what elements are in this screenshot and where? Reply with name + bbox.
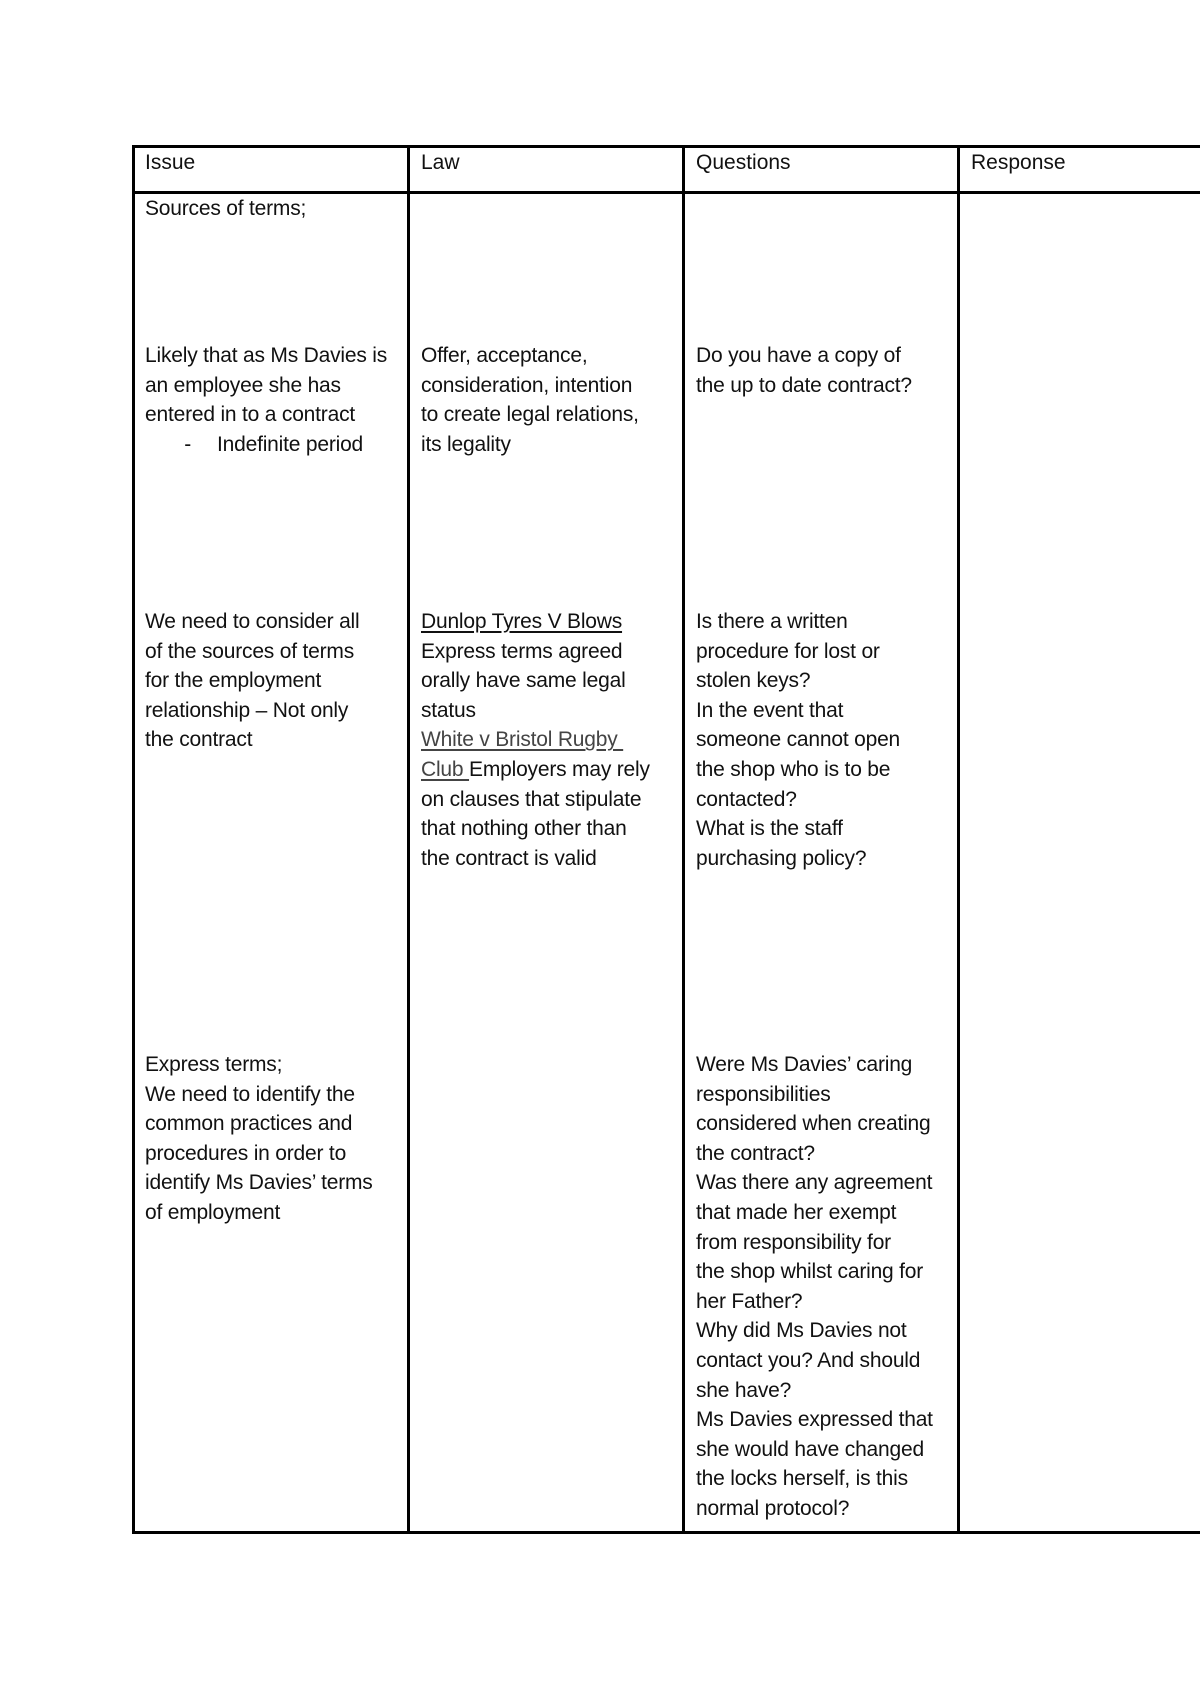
question-line: responsibilities [696,1082,831,1106]
question-line: Why did Ms Davies not [696,1319,907,1343]
question-line: she would have changed [696,1437,924,1461]
issue-consider-line: the contract [145,728,253,752]
issue-express-line: identify Ms Davies’ terms [145,1171,373,1195]
question-line: contacted? [696,787,797,811]
law-case-text: Employers may rely [469,757,650,781]
question-line: the shop who is to be [696,757,891,781]
column-divider-1 [407,145,410,1534]
issue-express-block [145,1050,373,1228]
law-formation-line: to create legal relations, [421,403,639,427]
bullet-dash: - [184,432,191,456]
question-line: the up to date contract? [696,373,912,397]
question-line: the locks herself, is this [696,1467,908,1491]
column-divider-2 [682,145,685,1534]
question-line: Do you have a copy of [696,344,901,367]
question-line: someone cannot open [696,728,901,752]
law-case-line: status [421,698,476,722]
law-formation-line: Offer, acceptance, [421,344,588,367]
question-line: Ms Davies expressed that [696,1408,933,1432]
question-line: that made her exempt [696,1200,897,1224]
question-line: Is there a written [696,610,848,633]
questions-caring-block [696,1050,933,1524]
question-line: her Father? [696,1289,803,1313]
issue-consider-block [145,607,359,755]
header-response: Response [971,151,1066,174]
law-case-line: on clauses that stipulate [421,787,642,811]
bullet-text: Indefinite period [217,432,364,456]
header-issue: Issue [145,151,196,174]
case-name-dunlop: Dunlop Tyres V Blows [421,610,623,633]
issue-contract-block [145,341,387,459]
issue-consider-line: of the sources of terms [145,639,354,663]
law-case-line: Express terms agreed [421,639,623,663]
question-line: Were Ms Davies’ caring [696,1053,913,1076]
question-line: procedure for lost or [696,639,880,663]
law-case-line: the contract is valid [421,846,597,870]
question-line: Was there any agreement [696,1171,933,1195]
issue-express-line: Express terms; [145,1053,283,1076]
question-line: normal protocol? [696,1496,850,1520]
question-line: she have? [696,1378,792,1402]
questions-contract-block [696,341,912,400]
questions-procedures-block [696,607,900,873]
question-line: considered when creating [696,1112,931,1136]
issue-sources-title: Sources of terms; [145,197,307,220]
issue-consider-line: We need to consider all [145,610,360,633]
question-line: What is the staff [696,817,843,841]
issue-express-line: common practices and [145,1112,353,1136]
question-line: the shop whilst caring for [696,1260,924,1284]
question-line: the contract? [696,1141,815,1165]
issue-express-line: procedures in order to [145,1141,347,1165]
column-divider-3 [957,145,960,1534]
issue-contract-bullet [145,430,387,460]
issue-contract-line: an employee she has [145,373,341,397]
question-line: contact you? And should [696,1348,921,1372]
law-case-line: orally have same legal [421,669,626,693]
case-name-white-club: Club [421,757,470,781]
law-case-line [421,755,650,785]
issue-express-line: We need to identify the [145,1082,355,1106]
law-cases-block [421,607,650,873]
header-questions: Questions [696,151,791,174]
case-name-white: White v Bristol Rugby [421,728,624,752]
issue-contract-line: Likely that as Ms Davies is [145,344,388,367]
question-line: purchasing policy? [696,846,867,870]
law-formation-line: its legality [421,432,511,456]
issue-express-line: of employment [145,1200,281,1224]
issue-contract-line: entered in to a contract [145,403,355,427]
issue-consider-line: relationship – Not only [145,698,349,722]
issue-consider-line: for the employment [145,669,322,693]
question-line: In the event that [696,698,844,722]
law-formation-line: consideration, intention [421,373,633,397]
law-case-line: that nothing other than [421,817,627,841]
law-formation-block [421,341,639,459]
question-line: from responsibility for [696,1230,891,1254]
question-line: stolen keys? [696,669,811,693]
header-law: Law [421,151,460,174]
